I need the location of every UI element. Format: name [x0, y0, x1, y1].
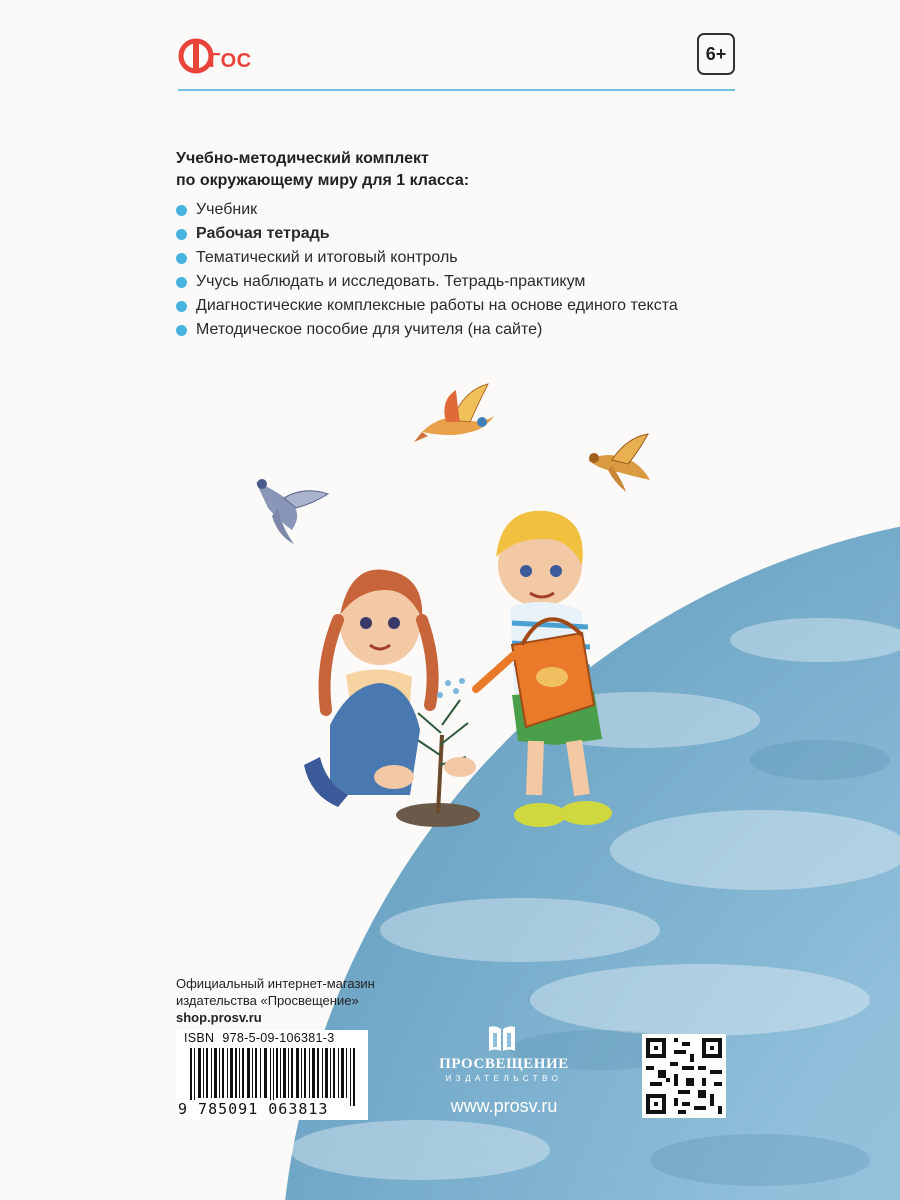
bullet-icon	[176, 253, 187, 264]
kit-item-label: Диагностические комплексные работы на основе единого текста	[196, 297, 678, 314]
barcode-bars	[176, 1048, 368, 1106]
barcode-digits: 9 785091 063813	[178, 1100, 329, 1118]
kit-item	[176, 270, 816, 294]
age-rating-badge: 6+	[697, 33, 735, 75]
isbn-number: 978-5-09-106381-3	[222, 1031, 335, 1045]
header-divider	[178, 89, 735, 91]
kit-item-label: Тематический и итоговый контроль	[196, 249, 458, 266]
kit-item-current	[176, 222, 816, 246]
shop-info	[176, 975, 375, 1026]
qr-code-icon[interactable]	[642, 1034, 726, 1118]
bullet-icon	[176, 301, 187, 312]
publisher-subtitle: ИЗДАТЕЛЬСТВО	[445, 1074, 563, 1083]
kit-item-label: Учусь наблюдать и исследовать. Тетрадь-практикум	[196, 273, 586, 290]
isbn-label: ISBN	[184, 1031, 215, 1045]
shop-line1: Официальный интернет-магазин	[176, 976, 375, 991]
isbn-line	[176, 1031, 368, 1045]
bullet-icon	[176, 205, 187, 216]
publisher-website-link[interactable]: www.prosv.ru	[450, 1096, 558, 1116]
kit-item	[176, 294, 816, 318]
bird-icon	[412, 382, 498, 448]
shop-url-link[interactable]: shop.prosv.ru	[176, 1010, 262, 1025]
kit-section	[176, 148, 816, 342]
shop-line2: издательства «Просвещение»	[176, 993, 359, 1008]
bird-icon	[582, 430, 654, 494]
children-planting-tree-illustration	[290, 495, 640, 840]
kit-item	[176, 318, 816, 342]
prosveshchenie-logo-icon	[487, 1023, 517, 1053]
kit-item	[176, 246, 816, 270]
fgos-label: ГОС	[209, 50, 252, 72]
kit-item-label: Учебник	[196, 201, 258, 218]
kit-title-line2: по окружающему миру для 1 класса:	[176, 172, 470, 189]
kit-item	[176, 198, 816, 222]
kit-title-line1: Учебно-методический комплект	[176, 150, 429, 167]
kit-item-label: Методическое пособие для учителя (на сайте)	[196, 321, 543, 338]
kit-item-label: Рабочая тетрадь	[196, 225, 330, 242]
bullet-icon	[176, 229, 187, 240]
barcode	[176, 1030, 368, 1120]
publisher-name: ПРОСВЕЩЕНИЕ	[439, 1056, 569, 1072]
kit-list	[176, 198, 816, 342]
bullet-icon	[176, 277, 187, 288]
bullet-icon	[176, 325, 187, 336]
